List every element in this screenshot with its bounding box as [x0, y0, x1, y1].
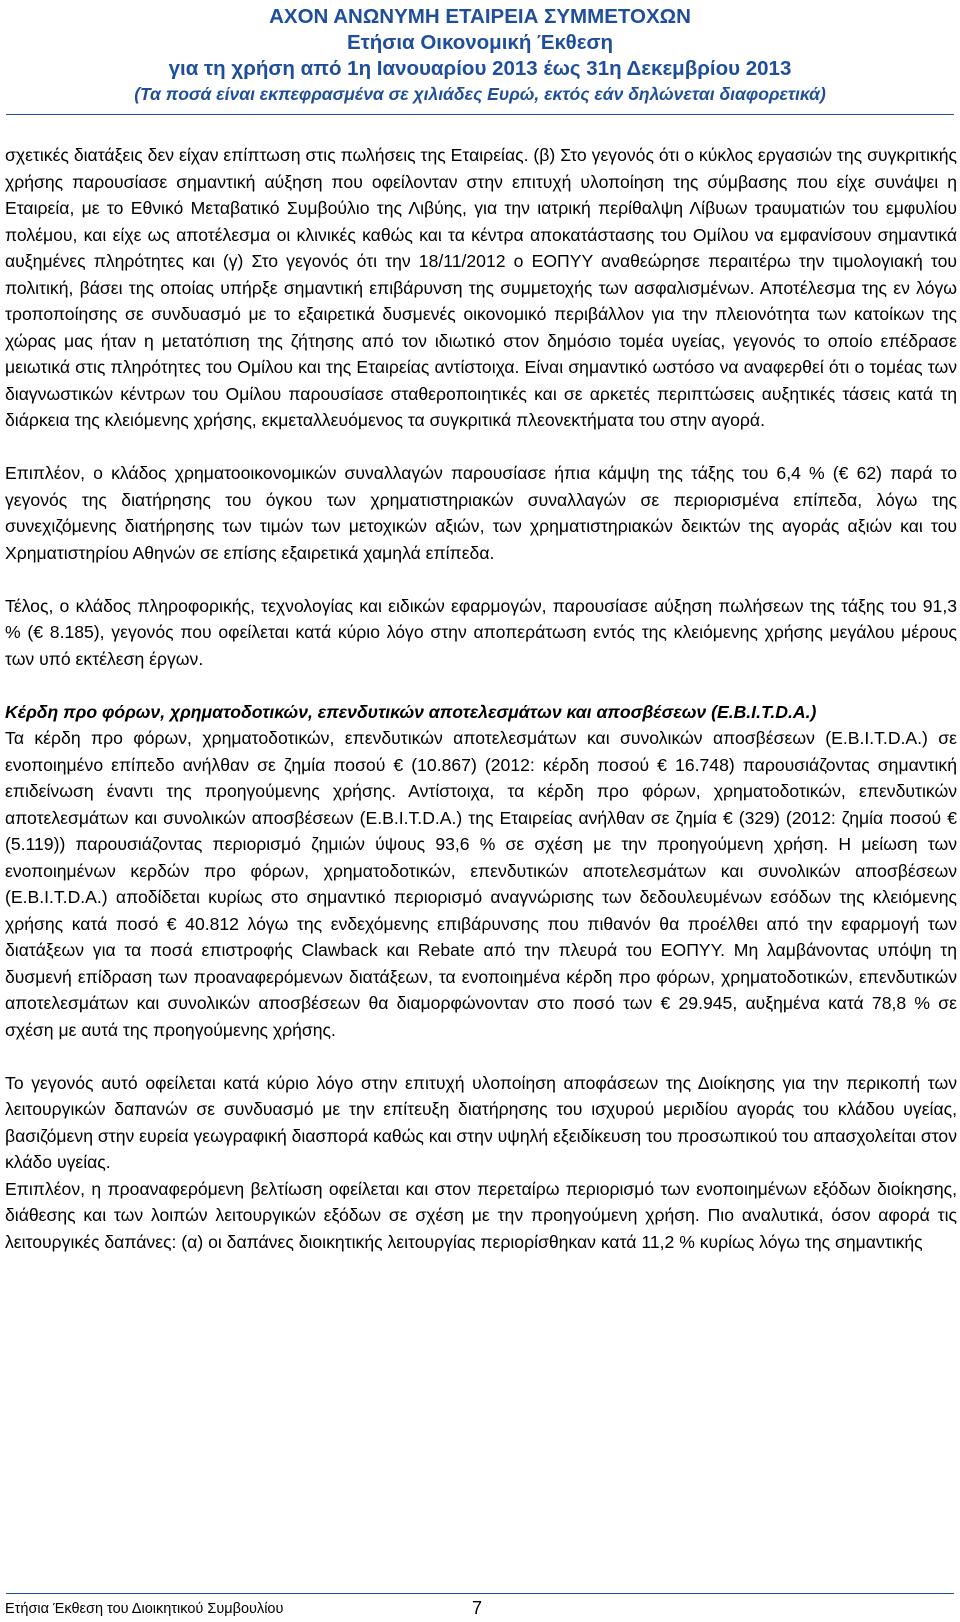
- company-name: ΑΧΟΝ ΑΝΩΝΥΜΗ ΕΤΑΙΡΕΙΑ ΣΥΜΜΕΤΟΧΩΝ: [269, 5, 691, 28]
- paragraph-financial-transactions: Επιπλέον, ο κλάδος χρηματοοικονομικών συναλλαγών παρουσίασε ήπια κάμψη της τάξης του 6,4 % (€ 62) παρά το γεγονός της διατήρησης του όγκου των χρηματιστηριακών συναλλαγών σε περιορισμένα επίπεδα, λόγω της συνεχιζόμενης διατήρησης των τιμών των μετοχικών αξιών, των χρηματιστηριακών δεικτών της αγοράς αξιών και του Χρηματιστηρίου Αθηνών σε επίσης εξαιρετικά χαμηλά επίπεδα.: [5, 463, 957, 563]
- report-period: για τη χρήση από 1η Ιανουαρίου 2013 έως 31η Δεκεμβρίου 2013: [168, 57, 792, 80]
- document-body: [5, 142, 957, 1255]
- paragraph-expenses: Επιπλέον, η προαναφερόμενη βελτίωση οφείλεται και στον περεταίρω περιορισμό των ενοποιημένων εξόδων διοίκησης, διάθεσης και των λοιπών λειτουργικών εξόδων σε σχέση με την προηγούμενη χρήση. Πιο αναλυτικά, όσον αφορά τις λειτουργικές δαπάνες: (α) οι δαπάνες διοικητικής λειτουργίας περιορίσθηκαν κατά 11,2 % κυρίως λόγω της σημαντικής: [5, 1178, 957, 1252]
- page-number: 7: [472, 1598, 483, 1618]
- report-title: Ετήσια Οικονομική Έκθεση: [346, 31, 614, 54]
- footer-divider: [6, 1593, 954, 1594]
- footer-label: Ετήσια Έκθεση του Διοικητικού Συμβουλίου: [5, 1601, 284, 1617]
- header-divider: [6, 114, 954, 115]
- paragraph-ebitda: Τα κέρδη προ φόρων, χρηματοδοτικών, επενδυτικών αποτελεσμάτων και συνολικών αποσβέσεων (E.B.I.T.D.A.) σε ενοποιημένο επίπεδο ανήλθαν σε ζημία ποσού € (10.867) (2012: κέρδη ποσού € 16.748) παρουσιάζοντας σημαντική επιδείνωση έναντι της προηγούμενης χρήσης. Αντίστοιχα, τα κέρδη προ φόρων, χρηματοδοτικών, επενδυτικών αποτελεσμάτων και συνολικών αποσβέσεων (E.B.I.T.D.A.) της Εταιρείας ανήλθαν σε ζημία € (329) (2012: ζημία ποσού € (5.119)) παρουσιάζοντας περιορισμό ζημιών ύψους 93,6 % σε σχέση με την προηγούμενη χρήση. Η μείωση των ενοποιημένων κερδών προ φόρων, χρηματοδοτικών, επενδυτικών αποτελεσμάτων και συνολικών αποσβέσεων (E.B.I.T.D.A.) αποδίδεται κυρίως στο σημαντικό περιορισμό αναγνώρισης των δεδουλευμένων εσόδων της κλειόμενης χρήσης κατά ποσό € 40.812 λόγω της ενδεχόμενης επιβάρυνσης που πιθανόν θα προέλθει από την εφαρμογή των διατάξεων για τα ποσά επιστροφής Clawback και Rebate από την πλευρά του ΕΟΠΥΥ. Μη λαμβάνοντας υπόψη τη δυσμενή επίδραση των προαναφερόμενων διατάξεων, τα ενοποιημένα κέρδη προ φόρων, χρηματοδοτικών, επενδυτικών αποτελεσμάτων και συνολικών αποσβέσεων θα διαμορφώνονταν στο ποσό των € 29.945, αυξημένα κατά 78,8 % σε σχέση με αυτά της προηγούμενης χρήσης.: [5, 728, 957, 1040]
- paragraph-health-sector: σχετικές διατάξεις δεν είχαν επίπτωση στις πωλήσεις της Εταιρείας. (β) Στο γεγονός ότι ο κύκλος εργασιών της συγκριτικής χρήσης παρουσίασε σημαντική αύξηση που οφείλονταν στην επιτυχή υλοποίηση της σύμβασης που είχε συνάψει η Εταιρεία, με το Εθνικό Μεταβατικό Συμβούλιο της Λιβύης, για την ιατρική περίθαλψη Λίβυων τραυματιών του εμφυλίου πολέμου, και είχε ως αποτέλεσμα οι κλινικές καθώς και τα κέντρα αποκατάστασης του Ομίλου να εμφανίσουν σημαντικά αυξημένες πληρότητες και (γ) Στο γεγονός ότι την 18/11/2012 ο ΕΟΠΥΥ αναθεώρησε περαιτέρω την τιμολογιακή του πολιτική, βάσει της οποίας υπήρξε σημαντική επιβάρυνση της συμμετοχής των ασφαλισμένων. Αποτέλεσμα της εν λόγω τροποποίησης σε συνδυασμό με το εξαιρετικά δυσμενές οικονομικό περιβάλλον για την πλειονότητα των κατοίκων της χώρας μας ήταν η μετατόπιση της ζήτησης από τον ιδιωτικό στον δημόσιο τομέα υγείας, γεγονός το οποίο επέδρασε μειωτικά στις πληρότητες του Ομίλου και της Εταιρείας αντίστοιχα. Είναι σημαντικό ωστόσο να αναφερθεί ότι ο τομέας των διαγνωστικών κέντρων του Ομίλου παρουσίασε σταθεροποιητικές και σε αρκετές περιπτώσεις αυξητικές τάσεις κατά τη διάρκεια της κλειόμενης χρήσης, εκμεταλλευόμενος τα συγκριτικά πλεονεκτήματα του στην αγορά.: [5, 145, 957, 430]
- section-heading-ebitda: Κέρδη προ φόρων, χρηματοδοτικών, επενδυτικών αποτελεσμάτων και αποσβέσεων (E.B.I.T.D.A.): [5, 701, 817, 722]
- paragraph-it-sector: Τέλος, ο κλάδος πληροφορικής, τεχνολογίας και ειδικών εφαρμογών, παρουσίασε αύξηση πωλήσεων της τάξης του 91,3 % (€ 8.185), γεγονός που οφείλεται κατά κύριο λόγο στην αποπεράτωση εντός της κλειόμενης χρήσης μεγάλου μέρους των υπό εκτέλεση έργων.: [5, 595, 957, 669]
- currency-note: (Τα ποσά είναι εκπεφρασμένα σε χιλιάδες Ευρώ, εκτός εάν δηλώνεται διαφορετικά): [134, 84, 826, 104]
- paragraph-management-decisions: Το γεγονός αυτό οφείλεται κατά κύριο λόγο στην επιτυχή υλοποίηση αποφάσεων της Διοίκησης για την περικοπή των λειτουργικών δαπανών σε συνδυασμό με την επίτευξη διατήρησης του ισχυρού μεριδίου αγοράς του κλάδου υγείας, βασιζόμενη στην ευρεία γεωγραφική διασπορά καθώς και στην υψηλή εξειδίκευση του προσωπικού του απασχολείται στον κλάδο υγείας.: [5, 1072, 957, 1172]
- page-header: [0, 4, 960, 106]
